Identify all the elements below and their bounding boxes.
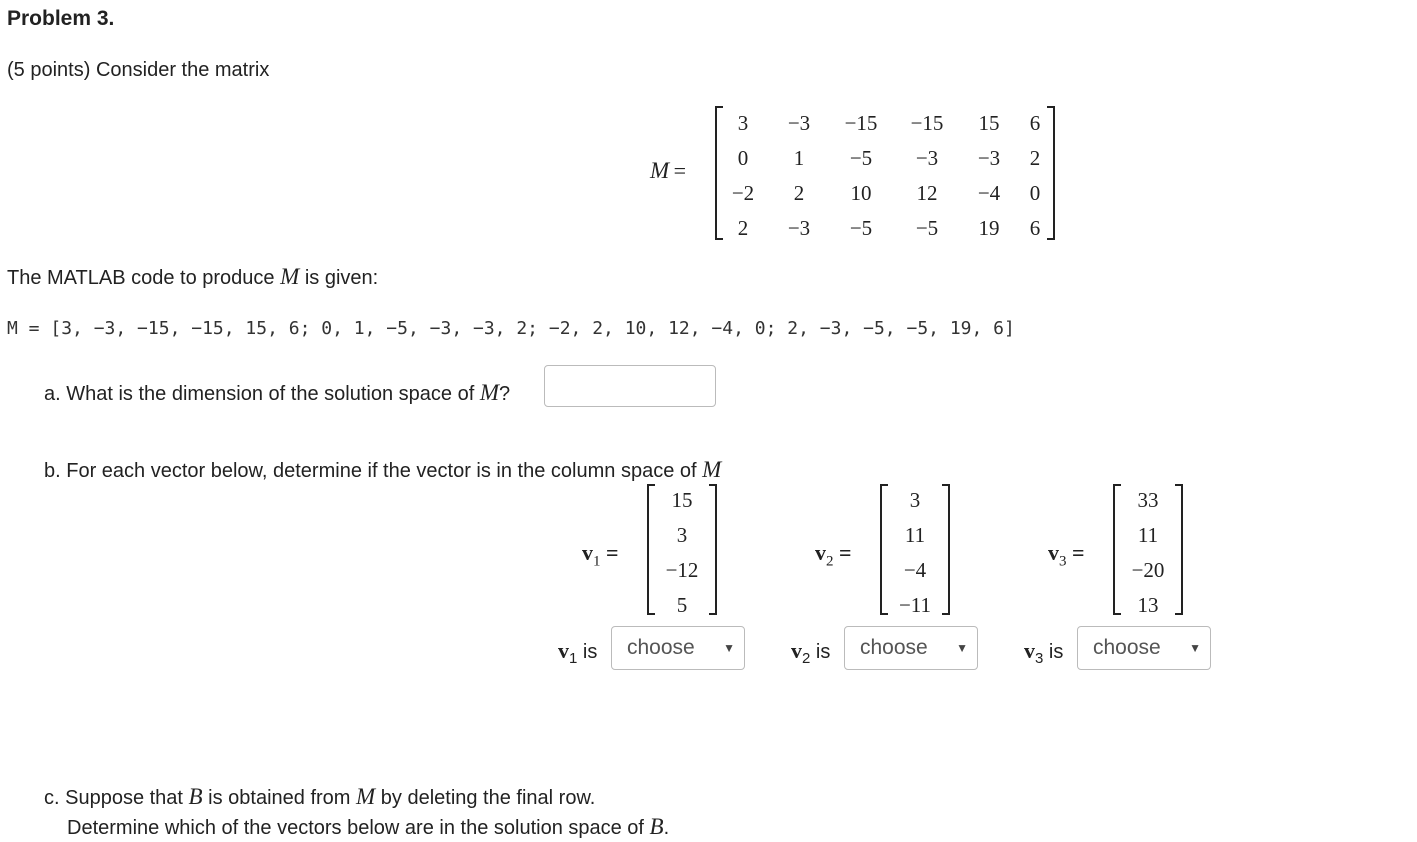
matrix-m (715, 108, 1055, 238)
part-a-question: a. What is the dimension of the solution space of M? (44, 380, 511, 405)
matrix-cell: 10 (850, 181, 872, 205)
matrix-cell: −3 (787, 111, 811, 135)
matrix-cell: −5 (915, 216, 939, 240)
matrix-cell: −5 (849, 146, 873, 170)
matrix-cell: 0 (1029, 181, 1041, 205)
matrix-label: M = (650, 158, 687, 183)
part-c-line1: c. Suppose that B is obtained from M by deleting the final row. (44, 784, 596, 809)
problem-intro (7, 59, 269, 82)
vector-cell: 33 (1137, 488, 1159, 512)
matrix-cell: −2 (731, 181, 755, 205)
matrix-cell: −3 (915, 146, 939, 170)
vector-v1 (647, 486, 717, 617)
problem-title: Problem 3. (7, 7, 115, 30)
matrix-cell: 3 (737, 111, 749, 135)
matrix-cell: −15 (910, 111, 944, 135)
matrix-cell: 2 (793, 181, 805, 205)
matrix-cell: 6 (1029, 111, 1041, 135)
v2-is-label: $v_2$ is (791, 638, 831, 667)
vector-v3-label: $v_3$ = (1048, 540, 1085, 570)
v3-is-label: $v_3$ is (1024, 638, 1064, 667)
vector-cell: 3 (909, 488, 921, 512)
v1-is-label: $v_1$ is (558, 638, 598, 667)
matrix-cell: 2 (1029, 146, 1041, 170)
chevron-down-icon: ▼ (723, 641, 735, 655)
dimension-answer-input[interactable] (544, 365, 716, 407)
vector-cell: −4 (903, 558, 927, 582)
vector-cell: −11 (898, 593, 932, 617)
matrix-cell: −15 (844, 111, 878, 135)
v1-column-space-select[interactable]: choose ▼ (611, 626, 745, 670)
part-b-question: b. For each vector below, determine if the vector is in the column space of M (44, 457, 722, 482)
matrix-cell: −5 (849, 216, 873, 240)
matrix-cell: 19 (978, 216, 1000, 240)
matrix-cell: 1 (793, 146, 805, 170)
vector-cell: 3 (676, 523, 688, 547)
vector-v1-label: $v_1$ = (582, 540, 619, 570)
vector-cell: 11 (904, 523, 926, 547)
matlab-intro: The MATLAB code to produce M is given: (7, 264, 379, 289)
vector-cell: −12 (665, 558, 699, 582)
matrix-cell: 0 (737, 146, 749, 170)
vector-cell: 13 (1137, 593, 1159, 617)
v3-column-space-select[interactable]: choose ▼ (1077, 626, 1211, 670)
part-c-line2: Determine which of the vectors below are in the solution space of B. (67, 814, 670, 839)
vector-cell: 5 (676, 593, 688, 617)
matlab-code: M = [3, −3, −15, −15, 15, 6; 0, 1, −5, −3, −3, 2; −2, 2, 10, 12, −4, 0; 2, −3, −5, −5, 19, 6] (7, 318, 1015, 339)
vector-cell: 15 (671, 488, 693, 512)
intro-text: Consider the matrix (95, 59, 270, 81)
matrix-cell: −4 (977, 181, 1001, 205)
matrix-cell: 12 (916, 181, 938, 205)
matrix-cell: 6 (1029, 216, 1041, 240)
matrix-cell: −3 (977, 146, 1001, 170)
vector-v2-label: $v_2$ = (815, 540, 852, 570)
matrix-cell: 2 (737, 216, 749, 240)
matrix-cell: 15 (978, 111, 1000, 135)
vector-cell: −20 (1131, 558, 1165, 582)
chevron-down-icon: ▼ (1189, 641, 1201, 655)
vector-cell: 11 (1137, 523, 1159, 547)
vector-v2 (880, 486, 950, 617)
vector-v3 (1113, 486, 1183, 617)
points-label: (5 points) (7, 59, 91, 81)
v2-column-space-select[interactable]: choose ▼ (844, 626, 978, 670)
matrix-cell: −3 (787, 216, 811, 240)
chevron-down-icon: ▼ (956, 641, 968, 655)
